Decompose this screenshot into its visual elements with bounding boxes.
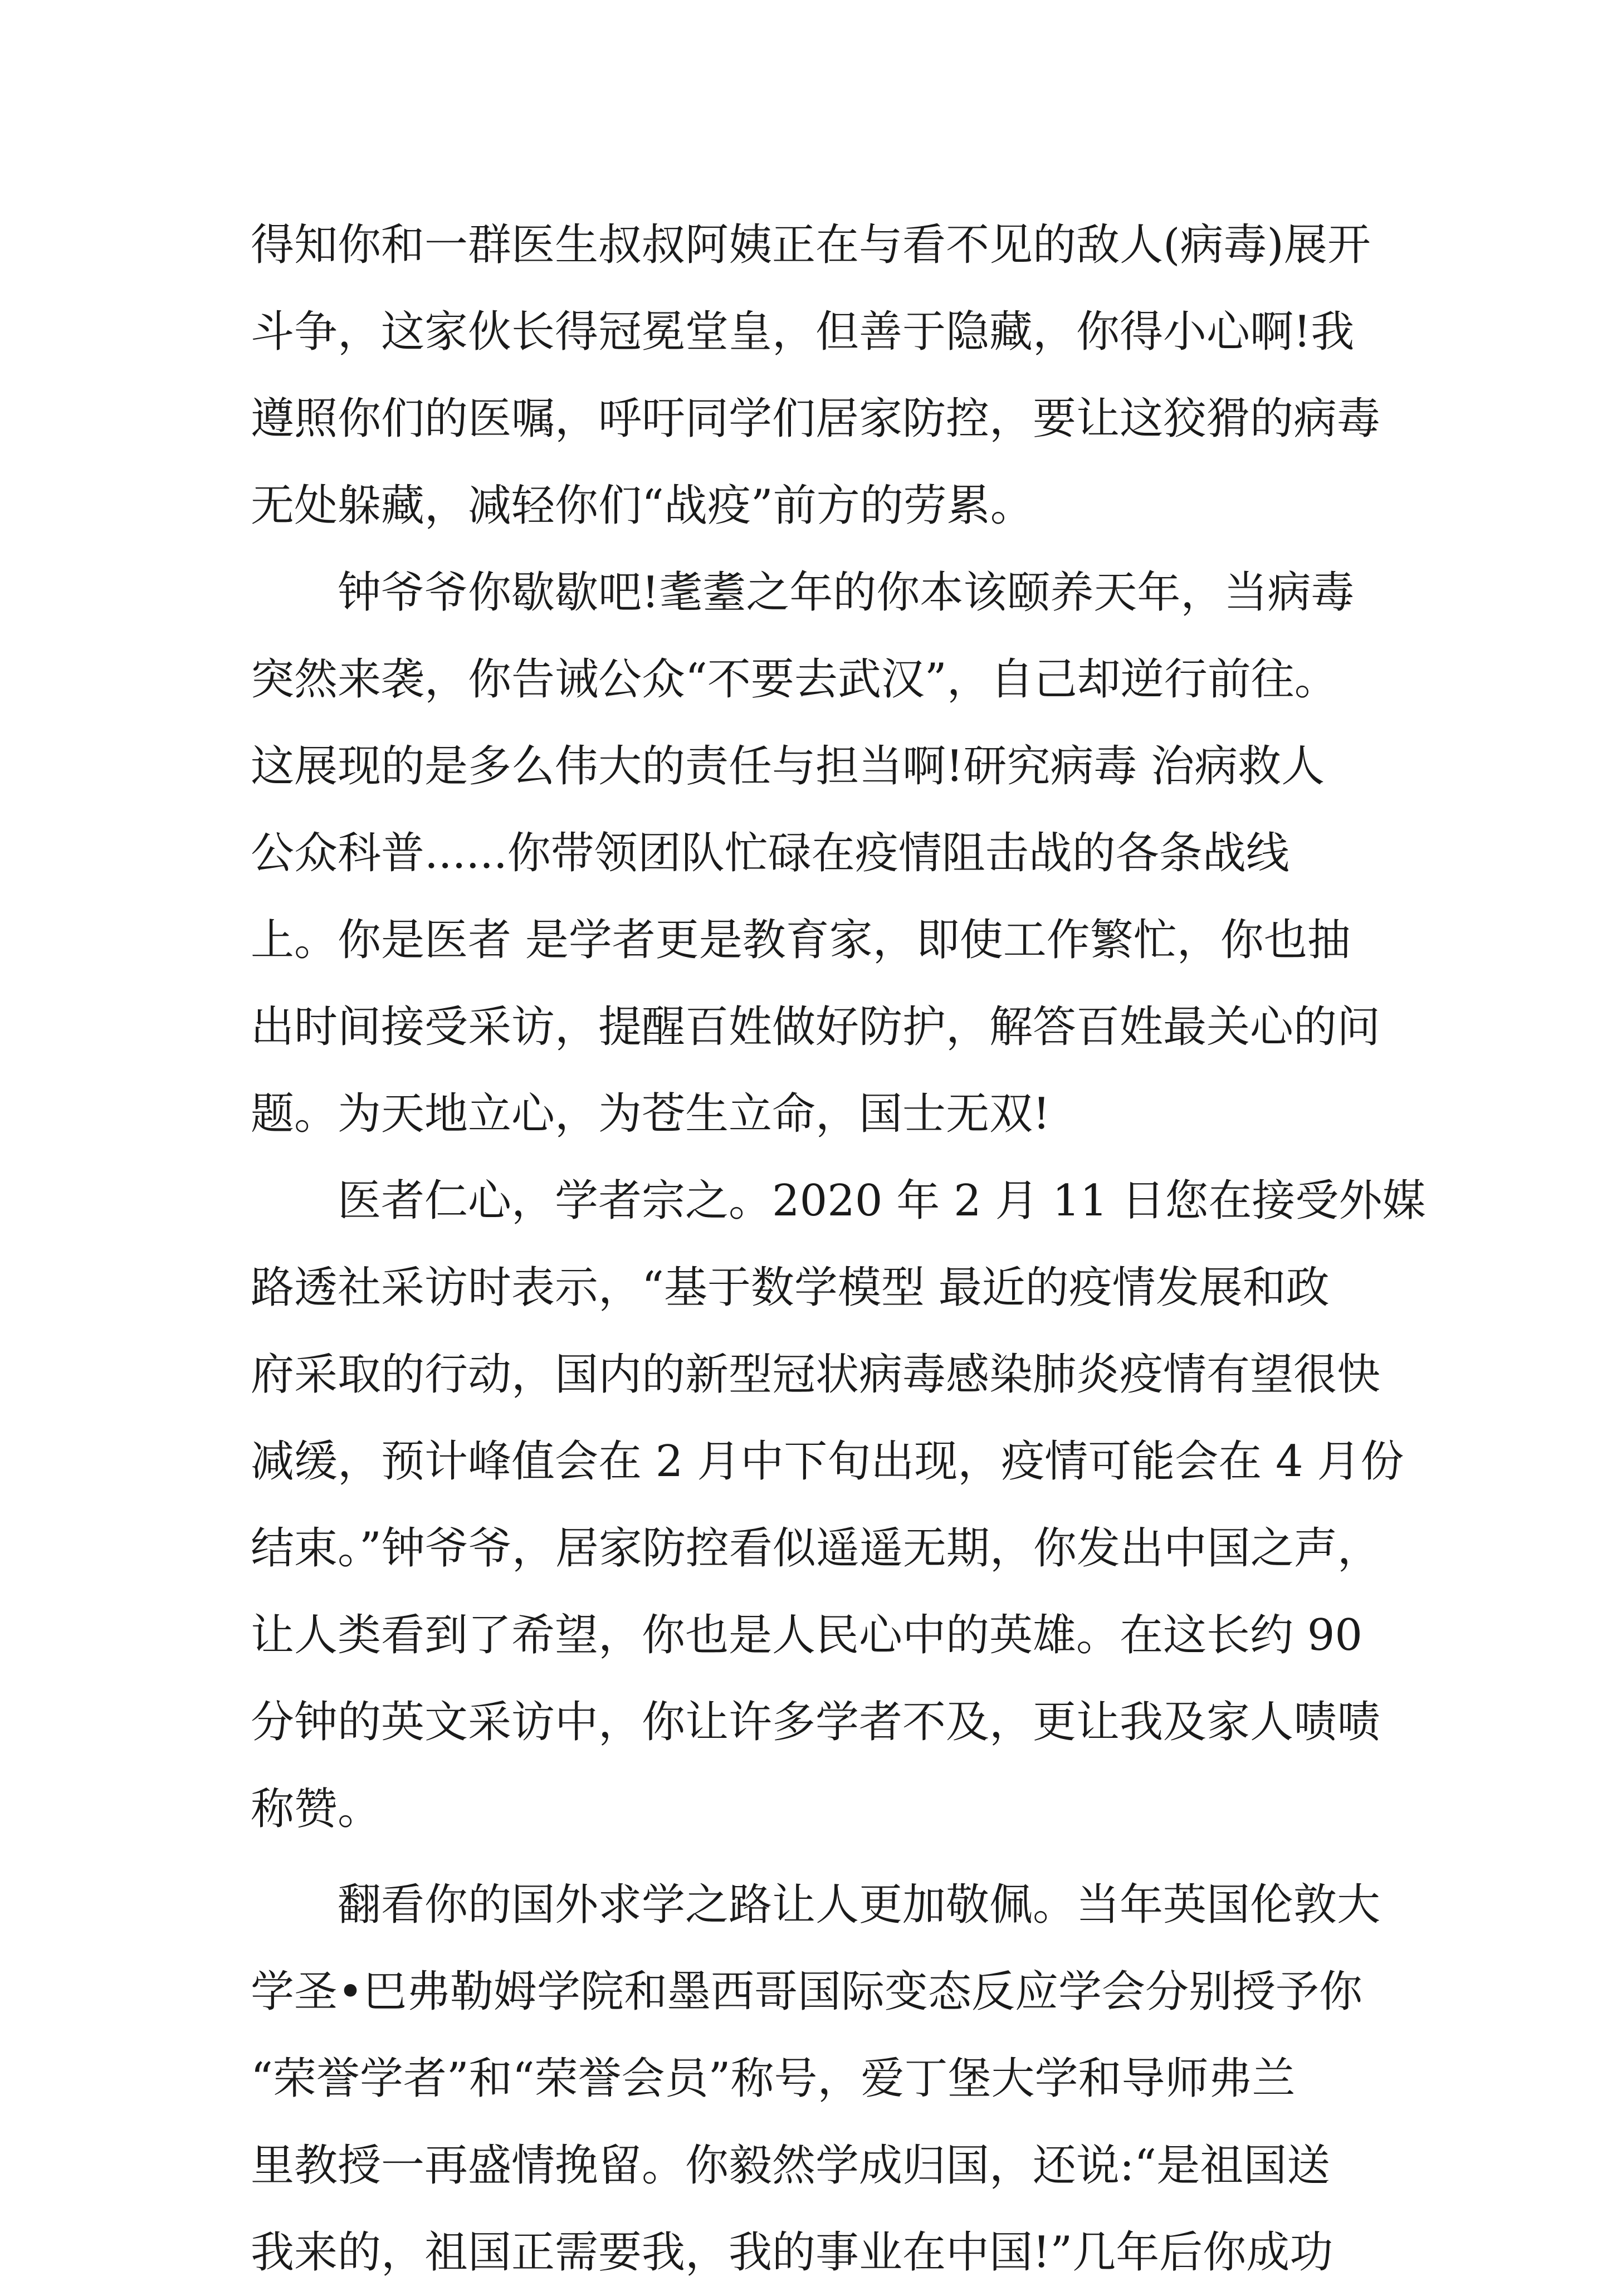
paragraph-1 (251, 202, 1381, 549)
text-line: 公众科普......你带领团队忙碌在疫情阻击战的各条战线 (251, 828, 1289, 878)
text-line: 无处躲藏，减轻你们“战疫”前方的劳累。 (251, 481, 1034, 531)
text-line: 出时间接受采访，提醒百姓做好防护，解答百姓最关心的问 (251, 1002, 1381, 1052)
text-line: 上。你是医者 是学者更是教育家，即使工作繁忙，你也抽 (251, 915, 1351, 965)
text-line: 减缓，预计峰值会在 2 月中下旬出现，疫情可能会在 4 月份 (251, 1437, 1404, 1487)
paragraph-4 (251, 1862, 1381, 2296)
text-line: 这展现的是多么伟大的责任与担当啊!研究病毒 治病救人 (251, 741, 1325, 792)
paragraph-3 (251, 1157, 1426, 1853)
text-line: 斗争，这家伙长得冠冕堂皇，但善于隐藏，你得小心啊!我 (251, 307, 1355, 357)
text-line: 得知你和一群医生叔叔阿姨正在与看不见的敌人(病毒)展开 (251, 220, 1371, 270)
text-line: 学圣•巴弗勒姆学院和墨西哥国际变态反应学会分别授予你 (251, 1967, 1363, 2017)
text-line: 翻看你的国外求学之路让人更加敬佩。当年英国伦敦大 (338, 1880, 1381, 1930)
text-line: 我来的，祖国正需要我，我的事业在中国!”几年后你成功 (251, 2227, 1333, 2278)
text-line: 路透社采访时表示，“基于数学模型 最近的疫情发展和政 (251, 1263, 1330, 1313)
body-text (251, 202, 1426, 2296)
text-line: “荣誉学者”和“荣誉会员”称号，爱丁堡大学和导师弗兰 (251, 2054, 1296, 2104)
text-line: 遵照你们的医嘱，呼吁同学们居家防控，要让这狡猾的病毒 (251, 394, 1381, 444)
text-line: 突然来袭，你告诫公众“不要去武汉”，自己却逆行前往。 (251, 654, 1338, 705)
text-line: 题。为天地立心，为苍生立命，国士无双! (251, 1089, 1051, 1139)
text-line: 里教授一再盛情挽留。你毅然学成归国，还说:“是祖国送 (251, 2141, 1331, 2191)
text-line: 称赞。 (251, 1784, 382, 1834)
text-line: 府采取的行动，国内的新型冠状病毒感染肺炎疫情有望很快 (251, 1350, 1381, 1400)
text-line: 医者仁心，学者宗之。2020 年 2 月 11 日您在接受外媒 (338, 1176, 1426, 1226)
paragraph-2 (251, 549, 1381, 1157)
text-line: 结束。”钟爷爷，居家防控看似遥遥无期，你发出中国之声， (251, 1523, 1381, 1574)
text-line: 钟爷爷你歇歇吧!耄耋之年的你本该颐养天年，当病毒 (338, 568, 1355, 618)
text-line: 分钟的英文采访中，你让许多学者不及，更让我及家人啧啧 (251, 1697, 1381, 1747)
text-line: 让人类看到了希望，你也是人民心中的英雄。在这长约 90 (251, 1610, 1363, 1660)
paragraph-spacer (251, 1853, 1376, 1862)
